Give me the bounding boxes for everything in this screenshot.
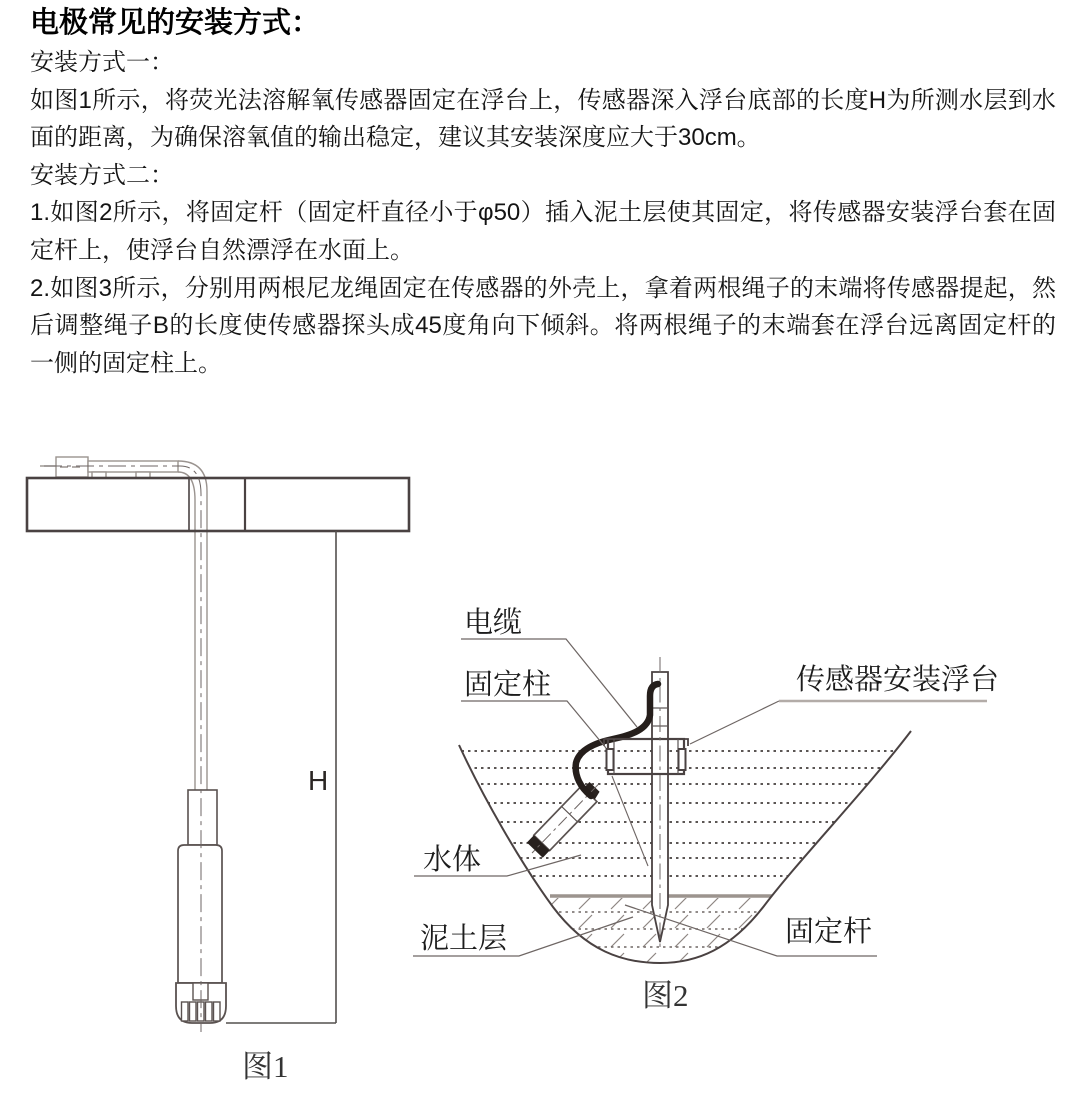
figure-1-caption: 图1 xyxy=(242,1049,289,1084)
figure-2-pond-installation-diagram xyxy=(400,578,1080,1020)
float-platform-leader xyxy=(690,701,779,744)
dimension-label-h: H xyxy=(308,765,329,796)
sensor-hanging-line xyxy=(612,776,648,866)
figure-2-caption: 图2 xyxy=(642,978,689,1013)
float-platform-label: 传感器安装浮台 xyxy=(796,664,1000,696)
install-method-2-heading: 安装方式二： xyxy=(30,161,174,189)
sensor-collar xyxy=(188,790,217,845)
install-method-2-step-2: 2.如图3所示，分别用两根尼龙绳固定在传感器的外壳上，拿着两根绳子的末端将传感器提起，然后调整绳子B的长度使传感器探头成45度角向下倾斜。将两根绳子的末端套在浮台远离固定杆的一侧的固定柱上。 xyxy=(30,274,1056,377)
install-method-2-step-1: 1.如图2所示，将固定杆（固定杆直径小于φ50）插入泥土层使其固定，将传感器安装浮台套在固定杆上，使浮台自然漂浮在水面上。 xyxy=(30,199,1056,264)
float-platform-drawing xyxy=(27,478,409,531)
mud-layer-label: 泥土层 xyxy=(420,923,508,955)
install-method-1-body: 如图1所示，将荧光法溶解氧传感器固定在浮台上，传感器深入浮台底部的长度H为所测水层到水面的距离，为确保溶氧值的输出稳定，建议其安装深度应大于30cm。 xyxy=(30,86,1056,152)
page-title: 电极常见的安装方式： xyxy=(30,7,321,39)
fixing-rod-label: 固定杆 xyxy=(785,916,873,948)
cable-assembly-drawing xyxy=(40,457,207,790)
tilted-sensor-drawing xyxy=(524,776,607,860)
install-method-1-heading: 安装方式一： xyxy=(30,49,174,76)
fixing-post-label: 固定柱 xyxy=(464,669,552,701)
figure-1-installation-diagram xyxy=(0,430,430,1118)
cable-label: 电缆 xyxy=(464,607,523,639)
instructions-text-block xyxy=(0,0,1080,382)
cable-inner-line xyxy=(178,472,195,790)
fixing-post-leader xyxy=(461,701,606,748)
right-fixing-post xyxy=(679,749,686,770)
left-fixing-post xyxy=(607,749,614,770)
sensor-main-body xyxy=(178,845,222,983)
water-body-label: 水体 xyxy=(423,844,482,876)
cable-outer-line xyxy=(178,461,207,790)
